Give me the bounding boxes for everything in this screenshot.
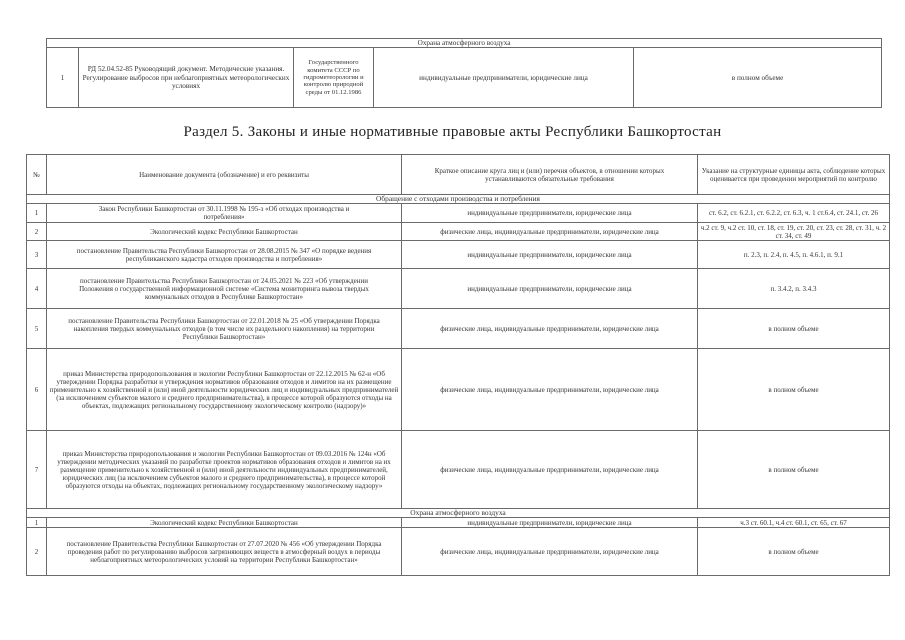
row-number: 1 (47, 48, 79, 108)
header-row (27, 155, 890, 195)
group-title: Охрана атмосферного воздуха (47, 39, 882, 48)
subjects-cell: физические лица, индивидуальные предприниматели, юридические лица (402, 528, 698, 576)
document-cell: постановление Правительства Республики Башкортостан от 22.01.2018 № 25 «Об утверждении Порядка накопления твердых коммунальных отходов (в том числе их раздельного накопления) на территории Республики Башкортостан» (47, 309, 402, 349)
subjects-cell: физические лица, индивидуальные предприниматели, юридические лица (402, 349, 698, 431)
table-row (27, 431, 890, 509)
units-cell: в полном объеме (698, 431, 890, 509)
subjects-cell: физические лица, индивидуальные предприниматели, юридические лица (402, 431, 698, 509)
subjects-cell: индивидуальные предприниматели, юридические лица (402, 204, 698, 223)
units-cell: в полном объеме (634, 48, 882, 108)
header-subjects: Краткое описание круга лиц и (или) перечня объектов, в отношении которых устанавливаются обязательные требования (402, 155, 698, 195)
table-row (47, 48, 882, 108)
units-cell: п. 2.3, п. 2.4, п. 4.5, п. 4.6.1, п. 9.1 (698, 241, 890, 269)
document-cell: приказ Министерства природопользования и экологии Республики Башкортостан от 09.03.2016 № 124н «Об утверждении методических указаний по разработке проектов нормативов образования отходов и лимитов на их размещение применительно к хозяйственной и (или) иной деятельности индивидуальных предпринимателей, юридических лиц (за исключением субъектов малого и среднего предпринимательства), в процессе которой образуются отходы на объектах, подлежащих региональному государственному экологическому надзору» (47, 431, 402, 509)
units-cell: ч.2 ст. 9, ч.2 ст. 10, ст. 18, ст. 19, ст. 20, ст. 23, ст. 28, ст. 31, ч. 2 ст. 34, ст. 49 (698, 223, 890, 241)
main-table (26, 154, 890, 576)
subjects-cell: индивидуальные предприниматели, юридические лица (374, 48, 634, 108)
table-row (27, 518, 890, 528)
subjects-cell: индивидуальные предприниматели, юридические лица (402, 241, 698, 269)
document-cell: постановление Правительства Республики Башкортостан от 27.07.2020 № 456 «Об утверждении Порядка проведения работ по регулированию выбросов загрязняющих веществ в атмосферный воздух в периоды неблагоприятных метеорологических условий на территории Республики Башкортостан» (47, 528, 402, 576)
section-title: Раздел 5. Законы и иные нормативные правовые акты Республики Башкортостан (183, 124, 722, 140)
row-number: 1 (27, 204, 47, 223)
row-number: 5 (27, 309, 47, 349)
table-row (27, 204, 890, 223)
document-cell: Закон Республики Башкортостан от 30.11.1998 № 195-з «Об отходах производства и потребления» (47, 204, 402, 223)
subjects-cell: физические лица, индивидуальные предприниматели, юридические лица (402, 309, 698, 349)
document-cell: постановление Правительства Республики Башкортостан от 28.08.2015 № 347 «О порядке ведения республиканского кадастра отходов производства и потребления» (47, 241, 402, 269)
row-number: 4 (27, 269, 47, 309)
row-number: 2 (27, 528, 47, 576)
row-number: 6 (27, 349, 47, 431)
approver-cell: Государственного комитета СССР по гидрометеорологии и контролю природной среды от 01.12.1986 (294, 48, 374, 108)
row-number: 3 (27, 241, 47, 269)
table-row (27, 223, 890, 241)
table-row (27, 349, 890, 431)
document-cell: постановление Правительства Республики Башкортостан от 24.05.2021 № 223 «Об утверждении Положения о государственной информационной системе «Система мониторинга вывоза твердых коммунальных отходов в Республике Башкортостан» (47, 269, 402, 309)
units-cell: ч.3 ст. 60.1, ч.4 ст. 60.1, ст. 65, ст. 67 (698, 518, 890, 528)
document-cell: Экологический кодекс Республики Башкортостан (47, 518, 402, 528)
group-title: Обращение с отходами производства и потребления (27, 195, 890, 204)
subjects-cell: физические лица, индивидуальные предприниматели, юридические лица (402, 223, 698, 241)
table-row (27, 309, 890, 349)
group-title: Охрана атмосферного воздуха (27, 509, 890, 518)
header-units: Указание на структурные единицы акта, соблюдение которых оценивается при проведении мероприятий по контролю (698, 155, 890, 195)
units-cell: в полном объеме (698, 349, 890, 431)
document-cell: Экологический кодекс Республики Башкортостан (47, 223, 402, 241)
units-cell: п. 3.4.2, п. 3.4.3 (698, 269, 890, 309)
subjects-cell: индивидуальные предприниматели, юридические лица (402, 518, 698, 528)
table-row (27, 241, 890, 269)
table-row (27, 528, 890, 576)
table-row (27, 269, 890, 309)
document-cell: РД 52.04.52-85 Руководящий документ. Методические указания. Регулирование выбросов при неблагоприятных метеорологических условиях (79, 48, 294, 108)
document-cell: приказ Министерства природопользования и экологии Республики Башкортостан от 22.12.2015 № 62-н «Об утверждении Порядка разработки и утверждения нормативов образования отходов и лимитов на их размещение применительно к хозяйственной и (или) иной деятельности юридических лиц и индивидуальных предпринимателей (за исключением субъектов малого и среднего предпринимательства), в процессе которой образуются отходы на объектах, подлежащих региональному государственному экологическому контролю (надзору)» (47, 349, 402, 431)
units-cell: в полном объеме (698, 528, 890, 576)
subjects-cell: индивидуальные предприниматели, юридические лица (402, 269, 698, 309)
row-number: 2 (27, 223, 47, 241)
row-number: 7 (27, 431, 47, 509)
header-document: Наименование документа (обозначение) и его реквизиты (47, 155, 402, 195)
units-cell: в полном объеме (698, 309, 890, 349)
row-number: 1 (27, 518, 47, 528)
header-number: № (27, 155, 47, 195)
top-table (46, 38, 882, 108)
units-cell: ст. 6.2, ст. 6.2.1, ст. 6.2.2, ст. 6.3, ч. 1 ст.6.4, ст. 24.1, ст. 26 (698, 204, 890, 223)
